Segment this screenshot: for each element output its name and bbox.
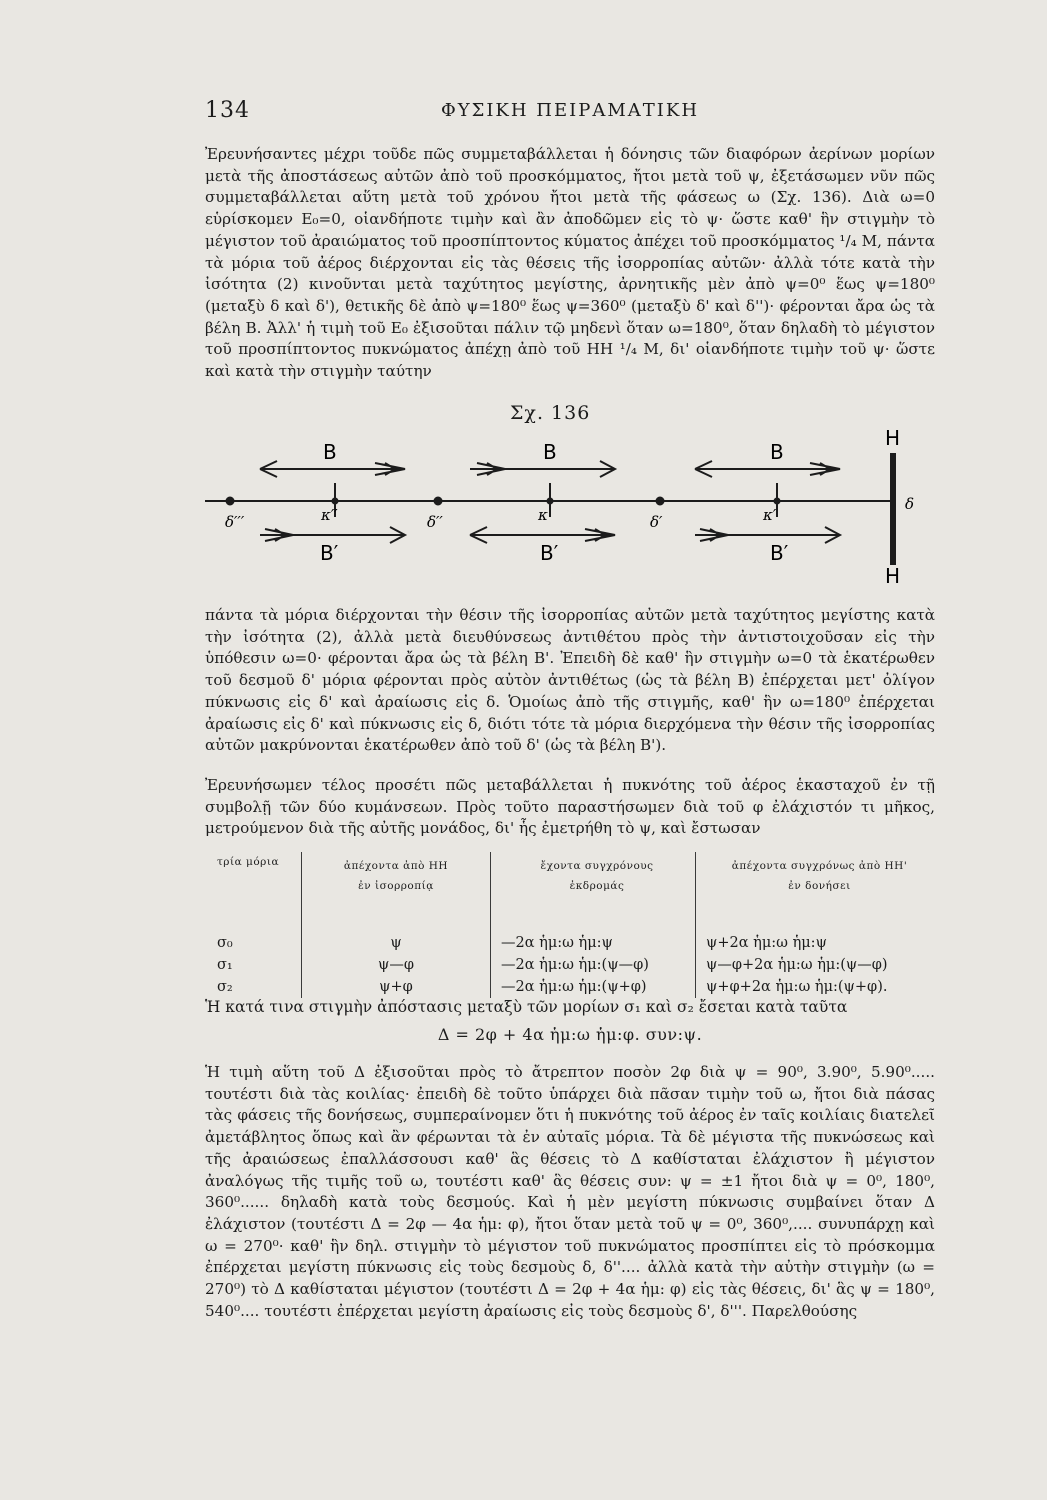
label-h-top: H bbox=[885, 426, 901, 450]
cell-excursion: —2α ἡμ:ω ἡμ:(ψ+φ) bbox=[491, 976, 696, 998]
cell-rest: ψ—φ bbox=[302, 954, 491, 976]
table-row bbox=[205, 932, 935, 954]
node-delta-tprime bbox=[226, 497, 234, 505]
cell-name: σ₁ bbox=[217, 957, 233, 973]
header-vibrating: ἀπέχοντα συγχρόνως ἀπὸ ΗΗ' ἐν δονήσει bbox=[696, 852, 936, 910]
cell-rest: ψ+φ bbox=[302, 976, 491, 998]
paragraph-3: Ἐρευνήσωμεν τέλος προσέτι πῶς μεταβάλλεται ἡ πυκνότης τοῦ ἀέρος ἑκασταχοῦ ἐν τῇ συμβολῇ τῶν δύο κυμάνσεων. Πρὸς τοῦτο παραστήσωμεν διὰ τοῦ φ ἐλάχιστόν τι μῆκος, μετρούμενον διὰ τῆς αὐτῆς μονάδος, δι' ἧς ἐμετρήθη τὸ ψ, καὶ ἔστωσαν bbox=[205, 776, 935, 838]
figure-caption: Σχ. 136 bbox=[510, 402, 591, 424]
paragraph-1: Ἐρευνήσαντες μέχρι τοῦδε πῶς συμμεταβάλλεται ἡ δόνησις τῶν διαφόρων ἀερίνων μορίων μετὰ τῆς ἀποστάσεως αὐτῶν ἀπὸ τοῦ προσκόμματος, ἤτοι μετὰ τοῦ ψ, ἐξετάσωμεν νῦν πῶς συμμεταβάλλεται αὕτη μετὰ τοῦ χρόνου ἤτοι μετὰ τῆς φάσεως ω (Σχ. 136). Διὰ ω=0 εὑρίσκομεν E₀=0, οἱανδήποτε τιμὴν καὶ ἂν ἀποδῶμεν εἰς τὸ ψ· ὥστε καθ' ἣν στιγμὴν τὸ μέγιστον τοῦ ἀραιώματος τοῦ προσπίπτοντος κύματος ἀπέχει τοῦ προσκόμματος ¹/₄ Μ, πάντα τὰ μόρια τοῦ ἀέρος διέρχονται εἰς τὰς θέσεις τῆς ἰσορροπίας αὐτῶν· ἀλλὰ τότε κατὰ τὴν ἰσότητα (2) κινοῦνται μετὰ ταχύτητος μεγίστης, ἀρνητικῆς μὲν ἀπὸ ψ=0⁰ ἕως ψ=180⁰ (μεταξὺ δ καὶ δ'), θετικῆς δὲ ἀπὸ ψ=180⁰ ἕως ψ=360⁰ (μεταξὺ δ' καὶ δ'')· φέρονται ἄρα ὡς τὰ βέλη Β. Ἀλλ' ἡ τιμὴ τοῦ E₀ ἐξισοῦται πάλιν τῷ μηδενὶ ὅταν ω=180⁰, ὅταν δηλαδὴ τὸ μέγιστον τοῦ προσπίπτοντος πυκνώματος ἀπέχῃ ἀπὸ τοῦ ΗΗ ¹/₄ Μ, δι' οἱανδήποτε τιμὴν τοῦ ψ· ὥστε καὶ κατὰ τὴν στιγμὴν ταύτην bbox=[205, 145, 935, 381]
label-delta-prime: δ′ bbox=[650, 513, 663, 531]
label-delta: δ bbox=[905, 495, 915, 513]
cell-excursion: —2α ἡμ:ω ἡμ:ψ bbox=[491, 932, 696, 954]
header-rest: ἀπέχοντα ἀπὸ ΗΗ ἐν ἰσορροπίᾳ bbox=[302, 852, 491, 910]
label-b-prime-2: B′ bbox=[540, 541, 559, 565]
table-header-row bbox=[205, 852, 935, 910]
label-kappa-dprime: κ′′ bbox=[321, 506, 338, 524]
header-molecules: τρία μόρια bbox=[217, 856, 280, 868]
cell-name: σ₀ bbox=[217, 935, 233, 951]
table-row bbox=[205, 976, 935, 998]
header-excursion: ἔχοντα συγχρόνους ἐκδρομάς bbox=[491, 852, 696, 910]
density-formula: Δ = 2φ + 4α ἡμ:ω ἡμ:φ. συν:ψ. bbox=[437, 1025, 703, 1044]
distance-statement: Ἡ κατά τινα στιγμὴν ἀπόστασις μεταξὺ τῶν μορίων σ₁ καὶ σ₂ ἔσεται κατὰ ταῦτα bbox=[205, 998, 848, 1016]
label-h-bottom: H bbox=[885, 564, 901, 588]
label-delta-tprime: δ′′′ bbox=[225, 513, 245, 531]
cell-vibrating: ψ+2α ἡμ:ω ἡμ:ψ bbox=[696, 932, 936, 954]
paragraph-4: Ἡ τιμὴ αὕτη τοῦ Δ ἐξισοῦται πρὸς τὸ ἄτρεπτον ποσὸν 2φ διὰ ψ = 90⁰, 3.90⁰, 5.90⁰..... τουτέστι διὰ τὰς κοιλίας· ἐπειδὴ δὲ τοῦτο ὑπάρχει διὰ πᾶσαν τιμὴν τοῦ ω, ἤτοι διὰ πάσας τὰς φάσεις τῆς δονήσεως, συμπεραίνομεν ὅτι ἡ πυκνότης τοῦ ἀέρος ἐν ταῖς κοιλίαις διατελεῖ ἀμετάβλητος ὅπως καὶ ἂν φέρωνται τὰ ἐν αὐταῖς μόρια. Τὰ δὲ μέγιστα τῆς πυκνώσεως καὶ τῆς ἀραιώσεως ἐπαλλάσσουσι καθ' ἃς θέσεις τὸ Δ καθίσταται ἐλάχιστον ἢ μέγιστον ἀναλόγως τῆς τιμῆς τοῦ ω, τουτέστι καθ' ἃς θέσεις συν: ψ = ±1 ἤτοι διὰ ψ = 0⁰, 180⁰, 360⁰...... δηλαδὴ κατὰ τοὺς δεσμούς. Καὶ ἡ μὲν μεγίστη πύκνωσις συμβαίνει ὅταν Δ ἐλάχιστον (τουτέστι Δ = 2φ — 4α ἡμ: φ), ἤτοι ὅταν μετὰ τοῦ ψ = 0⁰, 360⁰,.... συνυπάρχῃ καὶ ω = 270⁰· καθ' ἣν δηλ. στιγμὴν τὸ μέγιστον τοῦ πυκνώματος προσπίπτει εἰς τὸ πρόσκομμα ἐπέρχεται μεγίστη πύκνωσις εἰς τοὺς δεσμοὺς δ, δ''.... ἀλλὰ κατὰ τὴν αὐτὴν στιγμὴν (ω = 270⁰) τὸ Δ καθίσταται μέγιστον (τουτέστι Δ = 2φ + 4α ἡμ: φ) εἰς τὰς θέσεις, δι' ἃς ψ = 180⁰, 540⁰.... τουτέστι ἐπέρχεται μεγίστη ἀραίωσις εἰς τοὺς δεσμοὺς δ', δ'''. Παρελθούσης bbox=[205, 1063, 935, 1320]
page-header bbox=[205, 98, 935, 128]
label-delta-dprime: δ′′ bbox=[427, 513, 443, 531]
paragraph-2: πάντα τὰ μόρια διέρχονται τὴν θέσιν τῆς ἰσορροπίας αὐτῶν μετὰ ταχύτητος μεγίστης κατὰ τὴν ἰσότητα (2), ἀλλὰ μετὰ διευθύνσεως ἀντιθέτου πρὸς τὴν ἀντιστοιχοῦσαν εἰς τὴν ὑπόθεσιν ω=0· φέρονται ἄρα ὡς τὰ βέλη Β'. Ἐπειδὴ δὲ καθ' ἣν στιγμὴν ω=0 τὰ ἑκατέρωθεν τοῦ δεσμοῦ δ' μόρια φέρονται πρὸς αὐτὸν ἀντιθέτως (ὡς τὰ βέλη Β) ἐπέρχεται μετ' ὀλίγον πύκνωσις εἰς δ' καὶ ἀραίωσις εἰς δ. Ὁμοίως ἀπὸ τῆς στιγμῆς, καθ' ἣν ω=180⁰ ἐπέρχεται ἀραίωσις εἰς δ' καὶ πύκνωσις εἰς δ, διότι τότε τὰ μόρια διερχόμενα τὴν θέσιν τῆς ἰσορροπίας αὐτῶν μακρύνονται ἑκατέρωθεν ἀπὸ τοῦ δ' (ὡς τὰ βέλη Β'). bbox=[205, 606, 935, 755]
table-row bbox=[205, 954, 935, 976]
cell-name: σ₂ bbox=[217, 979, 233, 995]
positions-table bbox=[205, 852, 935, 998]
label-kappa-prime: κ′ bbox=[763, 506, 777, 524]
figure-136 bbox=[205, 425, 935, 595]
label-b-3: B bbox=[770, 440, 784, 464]
label-b-2: B bbox=[543, 440, 557, 464]
label-b-prime-1: B′ bbox=[320, 541, 339, 565]
cell-vibrating: ψ+φ+2α ἡμ:ω ἡμ:(ψ+φ). bbox=[696, 976, 936, 998]
node-delta-dprime bbox=[434, 497, 442, 505]
cell-excursion: —2α ἡμ:ω ἡμ:(ψ—φ) bbox=[491, 954, 696, 976]
cell-rest: ψ bbox=[302, 932, 491, 954]
page-number: 134 bbox=[205, 98, 250, 123]
cell-vibrating: ψ—φ+2α ἡμ:ω ἡμ:(ψ—φ) bbox=[696, 954, 936, 976]
label-b-1: B bbox=[323, 440, 337, 464]
node-delta-prime bbox=[656, 497, 664, 505]
label-kappa: κ bbox=[538, 506, 548, 524]
running-title: ΦΥΣΙΚΗ ΠΕΙΡΑΜΑΤΙΚΗ bbox=[440, 100, 700, 121]
label-b-prime-3: B′ bbox=[770, 541, 789, 565]
